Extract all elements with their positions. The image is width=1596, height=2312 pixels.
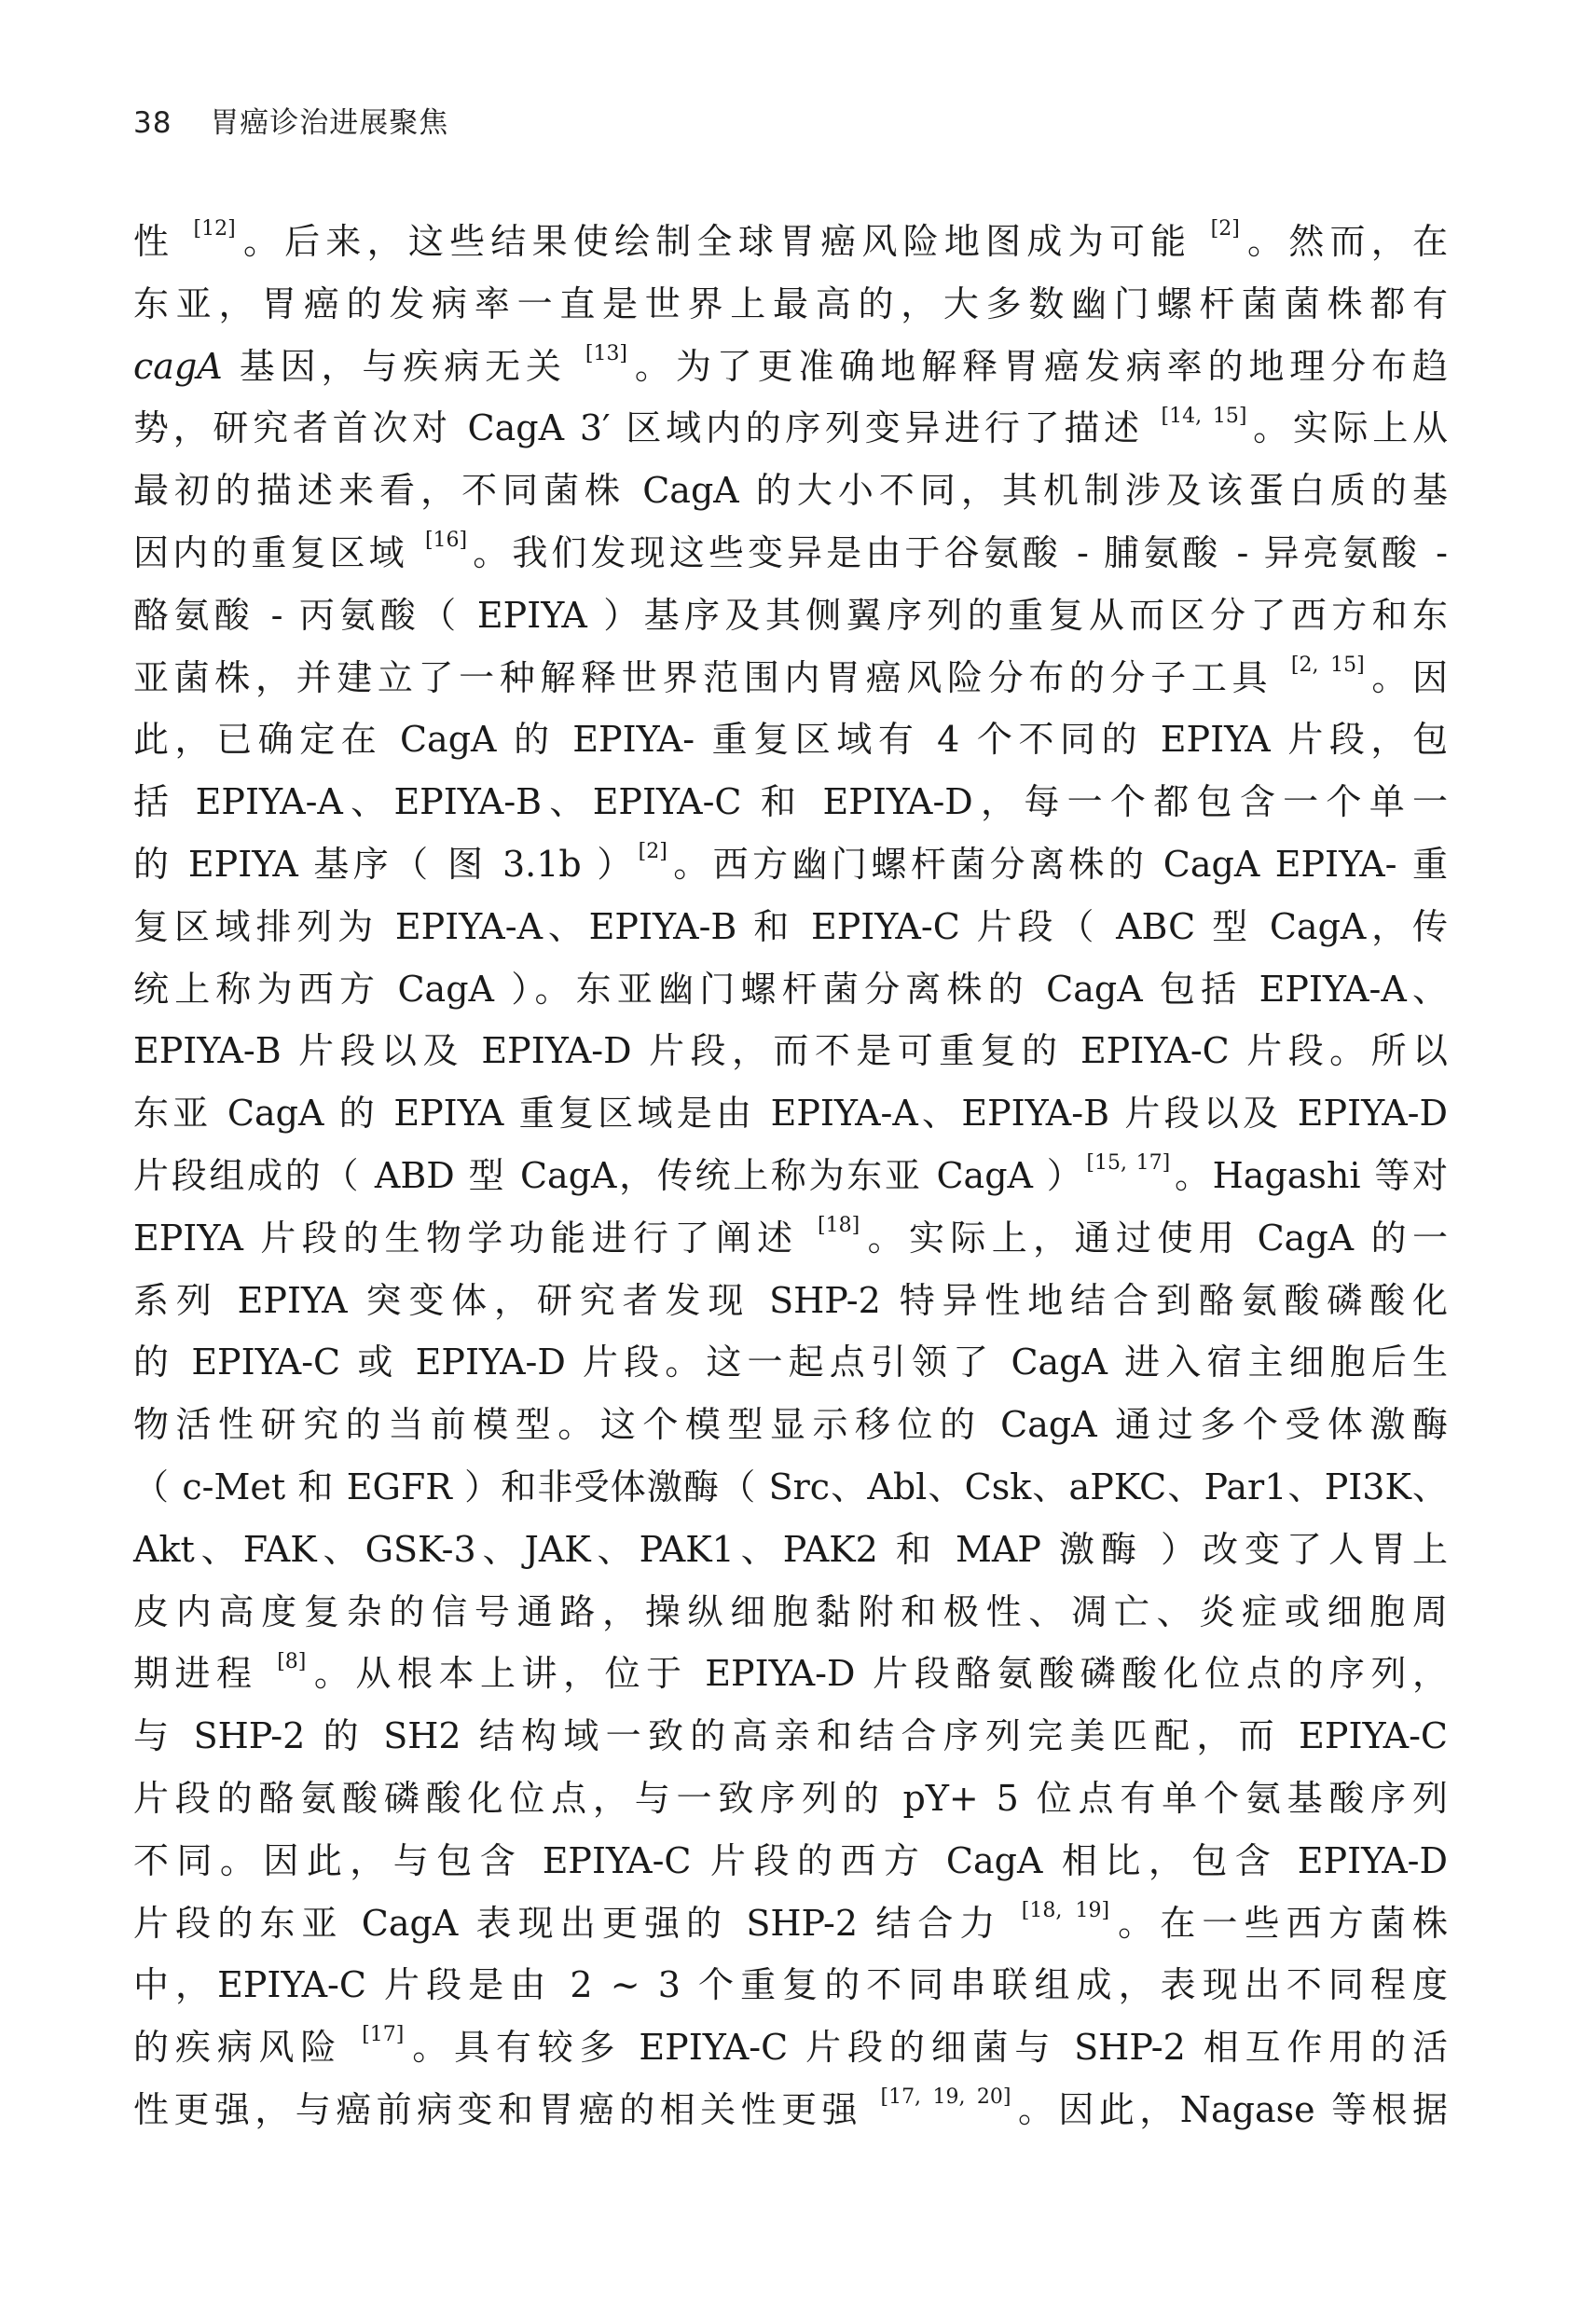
text-segment: 复区域排列为 EPIYA-A、EPIYA-B 和 EPIYA-C 片段（ ABC 型 CagA，传	[133, 905, 1448, 947]
text-line	[133, 211, 1448, 273]
text-line	[133, 1768, 1448, 1830]
gene-name: cagA	[133, 345, 223, 387]
text-line	[133, 1892, 1448, 1955]
text-segment: 物活性研究的当前模型。这个模型显示移位的 CagA 通过多个受体激酶	[133, 1404, 1448, 1446]
text-segment: 。Hagashi 等对	[1172, 1154, 1449, 1196]
text-segment: 基因，与疾病无关	[222, 345, 584, 387]
text-segment: 片段组成的（ ABD 型 CagA，传统上称为东亚 CagA ）	[133, 1154, 1085, 1196]
text-line	[133, 1145, 1448, 1207]
text-segment: 。实际上从	[1248, 407, 1448, 449]
text-segment: 的 EPIYA-C 或 EPIYA-D 片段。这一起点引领了 CagA 进入宿主细胞后生	[133, 1342, 1448, 1383]
text-line	[133, 585, 1448, 647]
text-segment: 最初的描述来看，不同菌株 CagA 的大小不同，其机制涉及该蛋白质的基	[133, 470, 1448, 512]
citation-ref: [17]	[362, 2023, 405, 2047]
text-line	[133, 1331, 1448, 1394]
citation-ref: [2]	[1210, 217, 1240, 241]
text-line	[133, 771, 1448, 833]
text-segment: 。实际上，通过使用 CagA 的一	[861, 1217, 1448, 1259]
text-segment: 因内的重复区域	[133, 531, 423, 573]
text-segment: 。因此，Nagase 等根据	[1012, 2088, 1448, 2130]
text-line	[133, 1020, 1448, 1082]
text-segment: 。具有较多 EPIYA-C 片段的细菌与 SHP-2 相互作用的活	[406, 2027, 1448, 2069]
text-line	[133, 2079, 1448, 2141]
text-line	[133, 958, 1448, 1021]
text-segment: 期进程	[133, 1653, 276, 1695]
text-segment: 性更强，与癌前病变和胃癌的相关性更强	[133, 2088, 879, 2130]
text-line	[133, 336, 1448, 398]
text-line	[133, 273, 1448, 336]
text-segment: EPIYA 片段的生物学功能进行了阐述	[133, 1217, 816, 1259]
text-segment: 与 SHP-2 的 SH2 结构域一致的高亲和结合序列完美匹配，而 EPIYA-C	[133, 1715, 1448, 1757]
text-segment: （ c-Met 和 EGFR ）和非受体激酶（ Src、Abl、Csk、aPKC、Par1、PI3K、	[133, 1466, 1448, 1507]
running-header	[133, 104, 448, 142]
citation-ref: [16]	[424, 529, 468, 553]
citation-ref: [14, 15]	[1161, 404, 1247, 428]
citation-ref: [15, 17]	[1086, 1151, 1171, 1176]
text-line	[133, 522, 1448, 585]
text-segment: 酪氨酸 - 丙氨酸（ EPIYA ）基序及其侧翼序列的重复从而区分了西方和东	[133, 594, 1448, 636]
text-segment: 系列 EPIYA 突变体，研究者发现 SHP-2 特异性地结合到酪氨酸磷酸化	[133, 1279, 1448, 1321]
text-line	[133, 1082, 1448, 1145]
text-segment: 亚菌株，并建立了一种解释世界范围内胃癌风险分布的分子工具	[133, 656, 1289, 698]
citation-ref: [13]	[585, 341, 628, 365]
text-segment: 东亚，胃癌的发病率一直是世界上最高的，大多数幽门螺杆菌菌株都有	[133, 282, 1448, 324]
text-segment: 。后来，这些结果使绘制全球胃癌风险地图成为可能	[237, 221, 1209, 262]
text-segment: 。因	[1366, 656, 1448, 698]
text-line	[133, 1207, 1448, 1270]
text-segment: 势，研究者首次对 CagA 3′ 区域内的序列变异进行了描述	[133, 407, 1160, 449]
book-title: 胃癌诊治进展聚焦	[210, 106, 449, 140]
text-line	[133, 397, 1448, 460]
page-number: 38	[133, 106, 172, 140]
text-segment: 。西方幽门螺杆菌分离株的 CagA EPIYA- 重	[668, 843, 1448, 885]
text-segment: 。我们发现这些变异是由于谷氨酸 - 脯氨酸 - 异亮氨酸 -	[469, 531, 1448, 573]
text-line	[133, 1954, 1448, 2016]
text-segment: 此，已确定在 CagA 的 EPIYA- 重复区域有 4 个不同的 EPIYA 片段，包	[133, 719, 1448, 761]
text-line	[133, 1394, 1448, 1456]
text-segment: 。为了更准确地解释胃癌发病率的地理分布趋	[629, 345, 1448, 387]
text-segment: 统上称为西方 CagA ）。东亚幽门螺杆菌分离株的 CagA 包括 EPIYA-A、	[133, 968, 1448, 1010]
citation-ref: [17, 19, 20]	[880, 2085, 1011, 2110]
text-line	[133, 1519, 1448, 1581]
text-segment: 不同。因此，与包含 EPIYA-C 片段的西方 CagA 相比，包含 EPIYA-D	[133, 1839, 1448, 1881]
text-line	[133, 460, 1448, 522]
text-line	[133, 896, 1448, 958]
citation-ref: [2, 15]	[1290, 653, 1365, 677]
text-segment: 。从根本上讲，位于 EPIYA-D 片段酪氨酸磷酸化位点的序列，	[308, 1653, 1448, 1695]
text-line	[133, 1705, 1448, 1768]
text-segment: 片段的东亚 CagA 表现出更强的 SHP-2 结合力	[133, 1902, 1020, 1944]
text-segment: 的疾病风险	[133, 2027, 361, 2069]
citation-ref: [18, 19]	[1021, 1898, 1110, 1922]
text-line	[133, 1581, 1448, 1644]
text-segment: 东亚 CagA 的 EPIYA 重复区域是由 EPIYA-A、EPIYA-B 片段以及 EPIYA-D	[133, 1093, 1448, 1135]
text-line	[133, 709, 1448, 771]
text-segment: 。在一些西方菌株	[1111, 1902, 1448, 1944]
text-line	[133, 1270, 1448, 1332]
text-line	[133, 1456, 1448, 1519]
text-segment: 片段的酪氨酸磷酸化位点，与一致序列的 pY+ 5 位点有单个氨基酸序列	[133, 1777, 1448, 1819]
text-segment: EPIYA-B 片段以及 EPIYA-D 片段，而不是可重复的 EPIYA-C 片段。所以	[133, 1030, 1448, 1072]
text-line	[133, 1643, 1448, 1705]
text-line	[133, 833, 1448, 896]
text-segment: 。然而，在	[1241, 221, 1448, 262]
text-segment: 括 EPIYA-A、EPIYA-B、EPIYA-C 和 EPIYA-D，每一个都包含一个单一	[133, 781, 1448, 823]
text-segment: 皮内高度复杂的信号通路，操纵细胞黏附和极性、凋亡、炎症或细胞周	[133, 1590, 1448, 1632]
citation-ref: [8]	[277, 1649, 307, 1673]
text-segment: 中，EPIYA-C 片段是由 2 ~ 3 个重复的不同串联组成，表现出不同程度	[133, 1964, 1448, 2006]
citation-ref: [2]	[638, 840, 667, 864]
body-paragraph	[133, 211, 1448, 2141]
text-segment: Akt、FAK、GSK-3、JAK、PAK1、PAK2 和 MAP 激酶 ）改变了人胃上	[133, 1528, 1448, 1570]
citation-ref: [18]	[818, 1213, 860, 1237]
text-line	[133, 1830, 1448, 1892]
text-segment: 性	[133, 221, 192, 262]
citation-ref: [12]	[193, 217, 236, 241]
text-segment: 的 EPIYA 基序（ 图 3.1b ）	[133, 843, 637, 885]
text-line	[133, 647, 1448, 709]
text-line	[133, 2016, 1448, 2079]
